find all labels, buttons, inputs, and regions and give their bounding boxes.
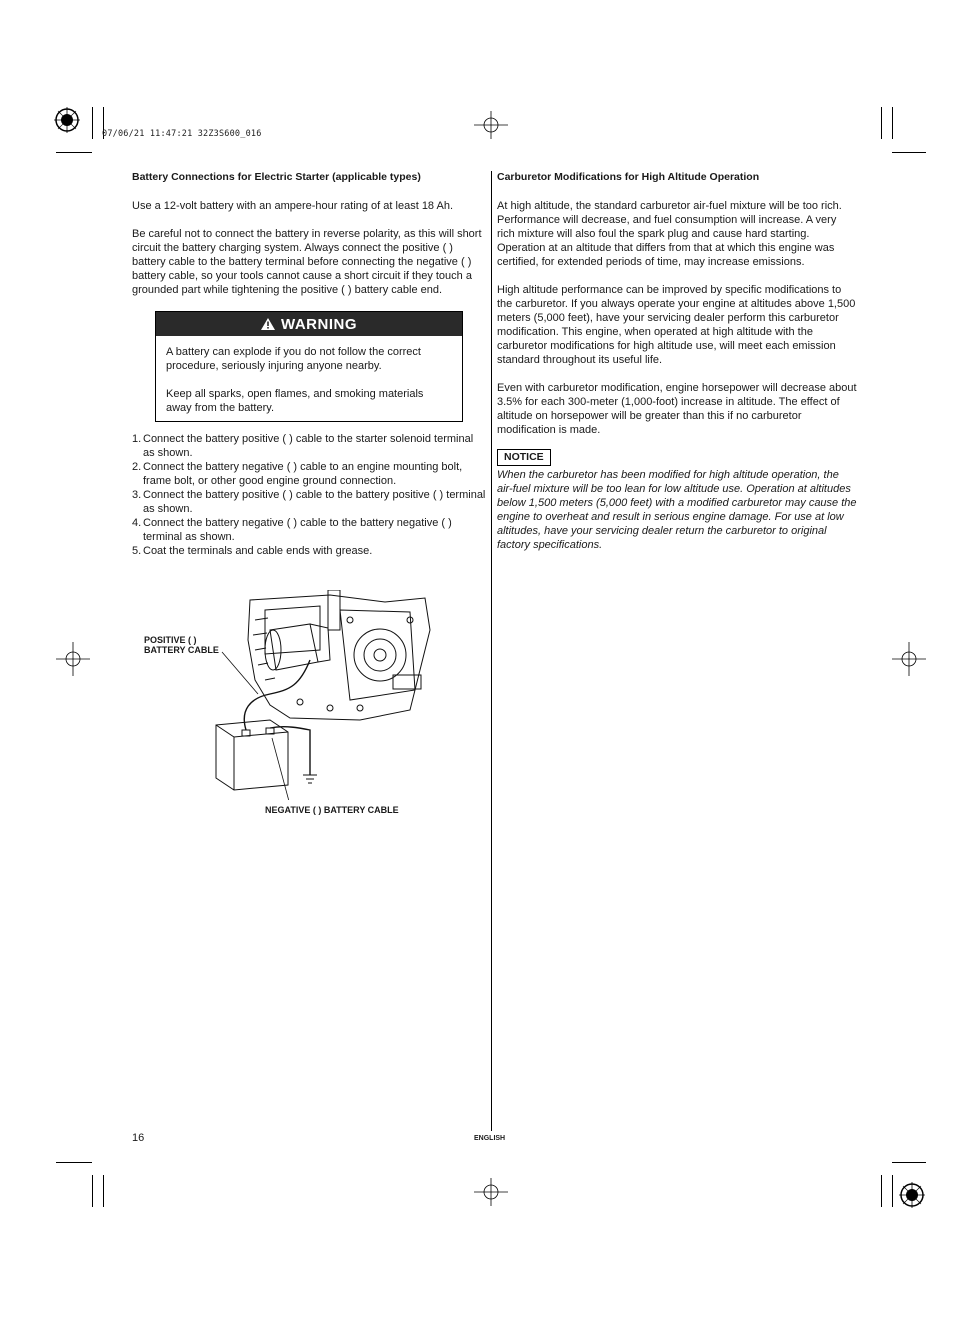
section-heading: Carburetor Modifications for High Altitude Operation bbox=[497, 171, 760, 183]
steps-list bbox=[132, 432, 486, 558]
warning-text: A battery can explode if you do not follow the correct procedure, seriously injuring anyone nearby. bbox=[166, 346, 421, 372]
warning-box bbox=[155, 311, 463, 422]
crosshair-icon bbox=[56, 642, 90, 676]
warning-body bbox=[156, 336, 462, 421]
figure-label-positive: POSITIVE ( ) BATTERY CABLE bbox=[144, 635, 219, 655]
list-item: 5. Coat the terminals and cable ends with grease. bbox=[132, 545, 373, 557]
notice-badge: NOTICE bbox=[497, 449, 551, 466]
warning-title: WARNING bbox=[281, 315, 357, 333]
paragraph: Use a 12-volt battery with an ampere-hour rating of at least 18 Ah. bbox=[132, 200, 454, 212]
page-number: 16 bbox=[132, 1132, 145, 1144]
warning-text: Keep all sparks, open flames, and smoking materials away from the battery. bbox=[166, 388, 424, 414]
engine-battery-illustration bbox=[210, 590, 435, 800]
paragraph: Even with carburetor modification, engine horsepower will decrease about 3.5% for each 300-meter (1,000-foot) increase in altitude. The effect of altitude on horsepower will be greater than this if no carburetor modification is made. bbox=[497, 382, 857, 436]
paragraph: High altitude performance can be improved by specific modifications to the carburetor. If you always operate your engine at altitudes above 1,500 meters (5,000 feet), have your servicing dealer perform this carburetor modification. This engine, when operated at high altitude with the carburetor modifications for high altitude use, will meet each emission standard throughout its useful life. bbox=[497, 284, 856, 366]
crosshair-icon bbox=[474, 111, 508, 139]
right-column bbox=[497, 171, 857, 566]
left-column bbox=[132, 171, 486, 558]
crosshair-icon bbox=[474, 1178, 508, 1206]
section-heading: Battery Connections for Electric Starter (applicable types) bbox=[132, 171, 421, 183]
list-item: 4. Connect the battery negative ( ) cable to the battery negative ( ) terminal as shown. bbox=[132, 517, 452, 543]
registration-target-icon bbox=[899, 1182, 925, 1208]
warning-triangle-icon bbox=[261, 318, 275, 330]
crosshair-icon bbox=[892, 642, 926, 676]
registration-target-icon bbox=[54, 107, 80, 133]
notice-text: When the carburetor has been modified for high altitude operation, the air-fuel mixture will be too lean for low altitude use. Operation at altitudes below 1,500 meters (5,000 feet) with a modified carburetor may cause the engine to overheat and result in serious engine damage. For use at low altitudes, have your servicing dealer return the carburetor to original factory specifications. bbox=[497, 469, 857, 551]
list-item: 2. Connect the battery negative ( ) cable to an engine mounting bolt, frame bolt, or other good engine ground connection. bbox=[132, 461, 463, 487]
list-item: 3. Connect the battery positive ( ) cable to the battery positive ( ) terminal as shown. bbox=[132, 489, 486, 515]
list-item: 1. Connect the battery positive ( ) cable to the starter solenoid terminal as shown. bbox=[132, 433, 474, 459]
paragraph: At high altitude, the standard carburetor air-fuel mixture will be too rich. Performance will decrease, and fuel consumption will increase. A very rich mixture will also foul the spark plug and cause hard starting. Operation at an altitude that differs from that at which this engine was certified, for extended periods of time, may increase emissions. bbox=[497, 200, 842, 268]
paragraph: Be careful not to connect the battery in reverse polarity, as this will short circuit the battery charging system. Always connect the positive ( ) battery cable to the battery terminal before connecting the negative ( ) battery cable, so your tools cannot cause a short circuit if they touch a grounded part while tightening the positive ( ) battery cable end. bbox=[132, 228, 482, 296]
warning-header bbox=[156, 312, 462, 336]
column-divider bbox=[491, 171, 492, 1131]
language-label: ENGLISH bbox=[474, 1135, 506, 1142]
figure-label-negative: NEGATIVE ( ) BATTERY CABLE bbox=[265, 805, 399, 815]
print-info: 07/06/21 11:47:21 32Z3S600_016 bbox=[102, 129, 262, 139]
